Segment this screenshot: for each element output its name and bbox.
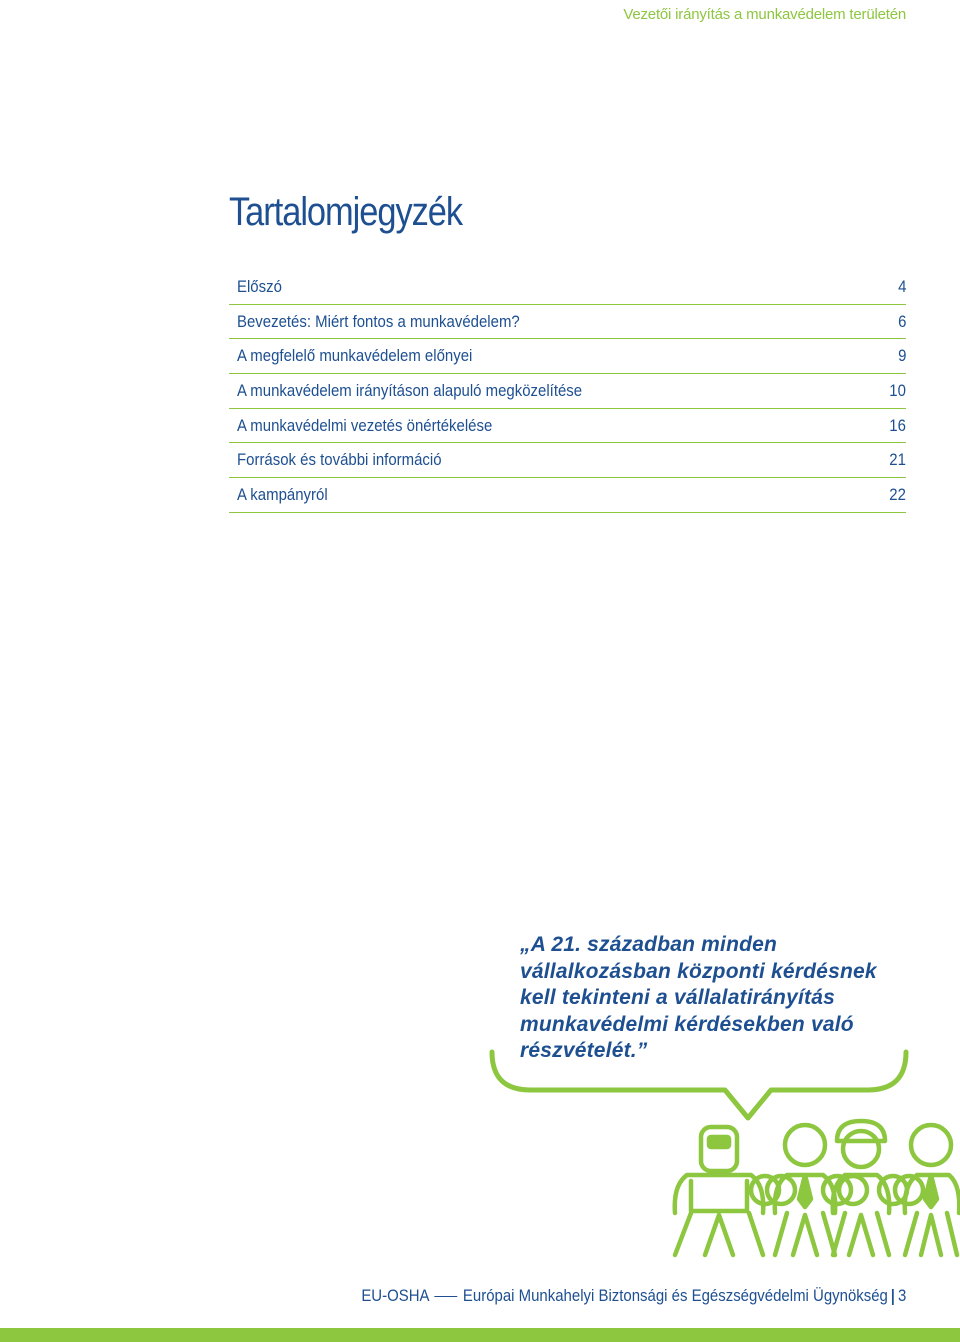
footer-separator <box>892 1289 893 1305</box>
toc-entry[interactable] <box>229 339 906 374</box>
toc-entry-label: Források és további információ <box>237 450 442 470</box>
toc-entry-label: A megfelelő munkavédelem előnyei <box>237 346 473 366</box>
quote-text <box>520 932 910 1065</box>
quote-line: munkavédelmi kérdésekben való <box>520 1012 854 1036</box>
page-title: Tartalomjegyzék <box>229 190 463 234</box>
toc-entry[interactable] <box>229 478 906 513</box>
bottom-accent-bar <box>0 1328 960 1342</box>
toc-entry-label: Bevezetés: Miért fontos a munkavédelem? <box>237 311 520 331</box>
quote-line: részvételét.” <box>520 1039 648 1062</box>
toc-entry-page: 6 <box>897 311 906 331</box>
toc-entry-label: Előszó <box>237 276 282 296</box>
workers-chain-illustration <box>665 1115 960 1265</box>
toc-entry[interactable] <box>229 305 906 340</box>
footer-agency-full: Európai Munkahelyi Biztonsági és Egészségvédelmi Ügynökség <box>462 1286 888 1305</box>
toc-entry-label: A munkavédelmi vezetés önértékelése <box>237 415 493 435</box>
footer-dash <box>434 1296 457 1298</box>
quote-line: vállalkozásban központi kérdésnek <box>520 959 877 983</box>
table-of-contents <box>229 270 906 513</box>
toc-entry[interactable] <box>229 409 906 444</box>
quote-line: „A 21. században minden <box>520 933 778 956</box>
toc-entry-page: 22 <box>889 484 906 504</box>
toc-entry[interactable] <box>229 270 906 305</box>
toc-entry-page: 21 <box>889 450 906 470</box>
toc-entry-label: A kampányról <box>237 484 328 504</box>
running-header: Vezetői irányítás a munkavédelem területén <box>623 6 906 23</box>
toc-entry-label: A munkavédelem irányításon alapuló megközelítése <box>237 380 583 400</box>
toc-entry-page: 16 <box>889 415 906 435</box>
page-footer <box>287 1286 906 1306</box>
toc-entry-page: 4 <box>897 276 906 296</box>
toc-entry[interactable] <box>229 443 906 478</box>
quote-callout <box>480 930 920 1130</box>
page-number: 3 <box>897 1286 906 1305</box>
toc-entry-page: 9 <box>897 346 906 366</box>
toc-entry-page: 10 <box>889 380 906 400</box>
toc-entry[interactable] <box>229 374 906 409</box>
footer-agency-short: EU-OSHA <box>361 1286 430 1305</box>
quote-line: kell tekinteni a vállalatirányítás <box>520 986 835 1009</box>
